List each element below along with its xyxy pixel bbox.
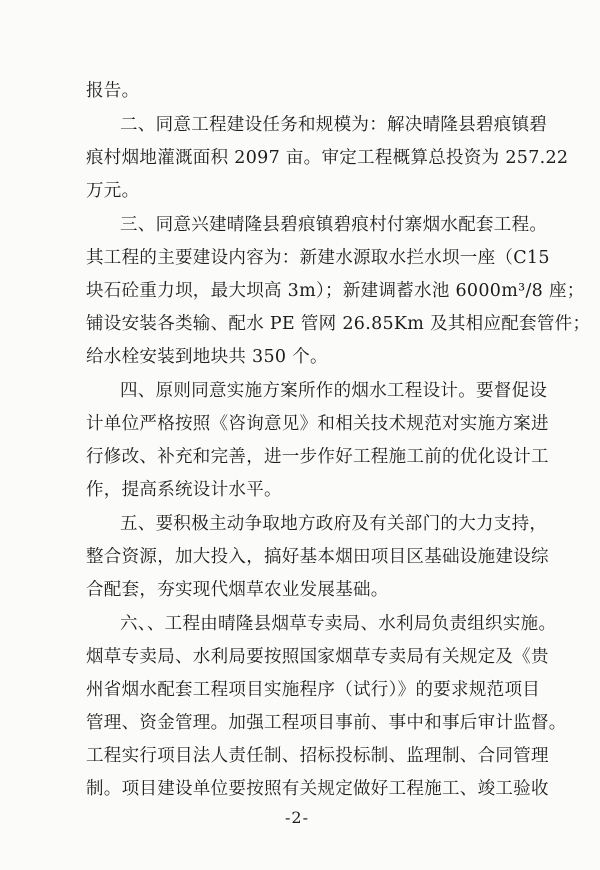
text-line: 给水栓安装到地块共 350 个。 <box>86 347 328 367</box>
text-line: 四、原则同意实施方案所作的烟水工程设计。要督促设 <box>120 381 548 401</box>
text-line: 计单位严格按照《咨询意见》和相关技术规范对实施方案进 <box>86 414 549 434</box>
text-line: 工程实行项目法人责任制、招标投标制、监理制、合同管理 <box>86 746 549 766</box>
text-line: 作，提高系统设计水平。 <box>86 480 282 500</box>
text-line: 铺设安装各类输、配水 PE 管网 26.85Km 及其相应配套管件； <box>86 314 591 334</box>
text-line: 五、要积极主动争取地方政府及有关部门的大力支持， <box>120 514 548 534</box>
text-line: 整合资源，加大投入，搞好基本烟田项目区基础设施建设综 <box>86 547 549 567</box>
text-line: 制。项目建设单位要按照有关规定做好工程施工、竣工验收 <box>86 779 549 799</box>
text-line: 三、同意兴建晴隆县碧痕镇碧痕村付寨烟水配套工程。 <box>120 215 548 235</box>
text-line: 痕村烟地灌溉面积 2097 亩。审定工程概算总投资为 257.22 <box>86 148 569 168</box>
text-line: 其工程的主要建设内容为：新建水源取水拦水坝一座（C15 <box>86 248 550 268</box>
text-line: 州省烟水配套工程项目实施程序（试行）》的要求规范项目 <box>86 680 541 700</box>
text-line: 万元。 <box>86 181 140 201</box>
text-line: 合配套，夯实现代烟草农业发展基础。 <box>86 580 389 600</box>
text-line: 二、同意工程建设任务和规模为：解决晴隆县碧痕镇碧 <box>120 115 548 135</box>
text-line: 六、、工程由晴隆县烟草专卖局、水利局负责组织实施。 <box>120 614 557 634</box>
text-line: 报告。 <box>86 81 140 101</box>
text-line: 行修改、补充和完善，进一步作好工程施工前的优化设计工 <box>86 447 549 467</box>
text-line: 管理、资金管理。加强工程项目事前、事中和事后审计监督。 <box>86 713 567 733</box>
text-line: 烟草专卖局、水利局要按照国家烟草专卖局有关规定及《贵 <box>86 647 549 667</box>
page-number: -2- <box>285 808 309 827</box>
text-line: 块石砼重力坝，最大坝高 3m）；新建调蓄水池 6000m³/8 座； <box>86 281 585 301</box>
